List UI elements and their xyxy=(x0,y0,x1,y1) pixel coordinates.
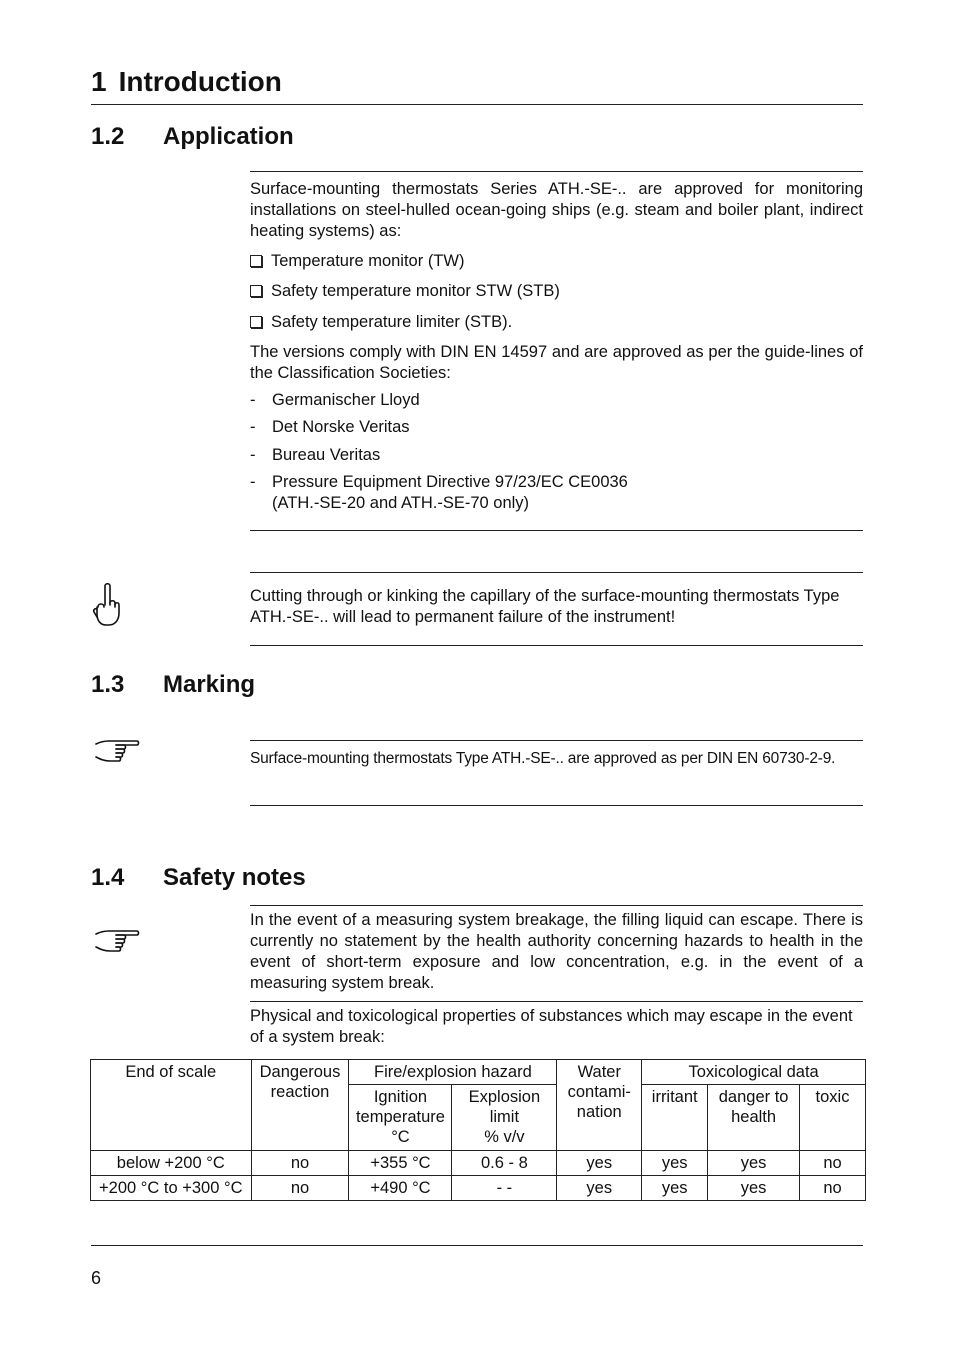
section-number: 1.2 xyxy=(91,123,125,150)
table-cell: - - xyxy=(452,1176,557,1201)
table-cell: +200 °C to +300 °C xyxy=(91,1176,252,1201)
section-title: Application xyxy=(163,123,294,150)
table-header-cell xyxy=(452,1085,557,1151)
section-number: 1.3 xyxy=(91,671,125,698)
section-title: Safety notes xyxy=(163,864,306,891)
chapter-number: 1 xyxy=(91,66,107,97)
safety-note: In the event of a measuring system breakage, the filling liquid can escape. There is currently no statement by the health authority concerning hazards to health in the event of short-term exposure and low concentration, e.g. in the event of a measuring system break. xyxy=(250,911,863,992)
table-header-cell: Ignition temperature °C xyxy=(349,1085,452,1151)
table-cell: no xyxy=(800,1176,866,1201)
society-item: - Bureau Veritas xyxy=(250,446,381,464)
divider xyxy=(250,905,863,906)
section-heading-application xyxy=(91,123,294,151)
table-header-cell: Dangerous reaction xyxy=(251,1060,349,1151)
page-number: 6 xyxy=(91,1268,102,1288)
checklist-item-label: Safety temperature monitor STW (STB) xyxy=(271,282,560,300)
divider xyxy=(250,1001,863,1002)
table-header-row xyxy=(91,1060,866,1085)
pointing-hand-icon xyxy=(94,740,140,764)
table-cell: no xyxy=(800,1151,866,1176)
table-cell: yes xyxy=(642,1176,708,1201)
table-cell: yes xyxy=(557,1176,642,1201)
checklist-item xyxy=(250,251,464,272)
table-row xyxy=(91,1176,866,1201)
society-label: Det Norske Veritas xyxy=(272,418,410,436)
table-header-cell: irritant xyxy=(642,1085,708,1151)
divider xyxy=(250,645,863,646)
table-cell: yes xyxy=(642,1151,708,1176)
properties-intro: Physical and toxicological properties of substances which may escape in the event of a system break: xyxy=(250,1007,853,1046)
checklist-item-label: Temperature monitor (TW) xyxy=(271,252,465,270)
pointing-hand-icon xyxy=(94,930,140,954)
table-cell: +355 °C xyxy=(349,1151,452,1176)
checkbox-icon xyxy=(250,255,262,267)
table-header-cell: Toxicological data xyxy=(642,1060,866,1085)
section-title: Marking xyxy=(163,671,256,698)
checklist-item xyxy=(250,281,560,302)
section-heading-safety xyxy=(91,864,306,892)
society-item: - Pressure Equipment Directive 97/23/EC CE0036 xyxy=(250,473,628,491)
society-label: Germanischer Lloyd xyxy=(272,391,420,409)
table-header-cell: danger to health xyxy=(708,1085,800,1151)
divider xyxy=(250,530,863,531)
checkbox-icon xyxy=(250,316,262,328)
society-item: - Det Norske Veritas xyxy=(250,418,410,436)
table-row xyxy=(91,1151,866,1176)
checklist-item-label: Safety temperature limiter (STB). xyxy=(271,313,513,331)
chapter-title-text: Introduction xyxy=(118,66,282,97)
table-cell: no xyxy=(251,1151,349,1176)
checklist-item xyxy=(250,312,512,333)
raised-finger-hand-icon xyxy=(90,581,122,627)
chapter-rule xyxy=(91,104,863,105)
divider xyxy=(250,171,863,172)
marking-note: Surface-mounting thermostats Type ATH.-SE-.. are approved as per DIN EN 60730-2-9. xyxy=(250,750,836,767)
table-header-cell: Fire/explosion hazard xyxy=(349,1060,557,1085)
explosion-limit-label: Explosion limit xyxy=(468,1088,541,1127)
table-cell: yes xyxy=(557,1151,642,1176)
compliance-text: The versions comply with DIN EN 14597 and are approved as per the guide-lines of the Classification Societies: xyxy=(250,343,863,382)
divider xyxy=(250,740,863,741)
directive-label: Pressure Equipment Directive 97/23/EC CE0036 xyxy=(272,473,628,491)
chapter-title xyxy=(91,66,282,98)
checkbox-icon xyxy=(250,285,262,297)
table-cell: yes xyxy=(708,1151,800,1176)
substance-properties-table xyxy=(90,1059,866,1201)
footer-rule xyxy=(91,1245,863,1246)
table-cell: below +200 °C xyxy=(91,1151,252,1176)
table-cell: 0.6 - 8 xyxy=(452,1151,557,1176)
table-header-cell: toxic xyxy=(800,1085,866,1151)
table-cell: +490 °C xyxy=(349,1176,452,1201)
directive-note: (ATH.-SE-20 and ATH.-SE-70 only) xyxy=(272,494,530,512)
society-item: - Germanischer Lloyd xyxy=(250,391,420,409)
table-header-cell: End of scale xyxy=(91,1060,252,1151)
application-intro: Surface-mounting thermostats Series ATH.-SE-.. are approved for monitoring installations on steel-hulled ocean-going ships (e.g. steam and boiler plant, indirect heating systems) as: xyxy=(250,180,863,240)
divider xyxy=(250,572,863,573)
society-label: Bureau Veritas xyxy=(272,446,381,464)
divider xyxy=(250,805,863,806)
section-number: 1.4 xyxy=(91,864,125,891)
explosion-limit-unit: % v/v xyxy=(484,1128,525,1147)
section-heading-marking xyxy=(91,671,255,699)
table-cell: yes xyxy=(708,1176,800,1201)
table-header-cell: Water contami-nation xyxy=(557,1060,642,1151)
table-cell: no xyxy=(251,1176,349,1201)
caution-text: Cutting through or kinking the capillary of the surface-mounting thermostats Type ATH.-SE-.. will lead to permanent failure of the instrument! xyxy=(250,587,840,626)
